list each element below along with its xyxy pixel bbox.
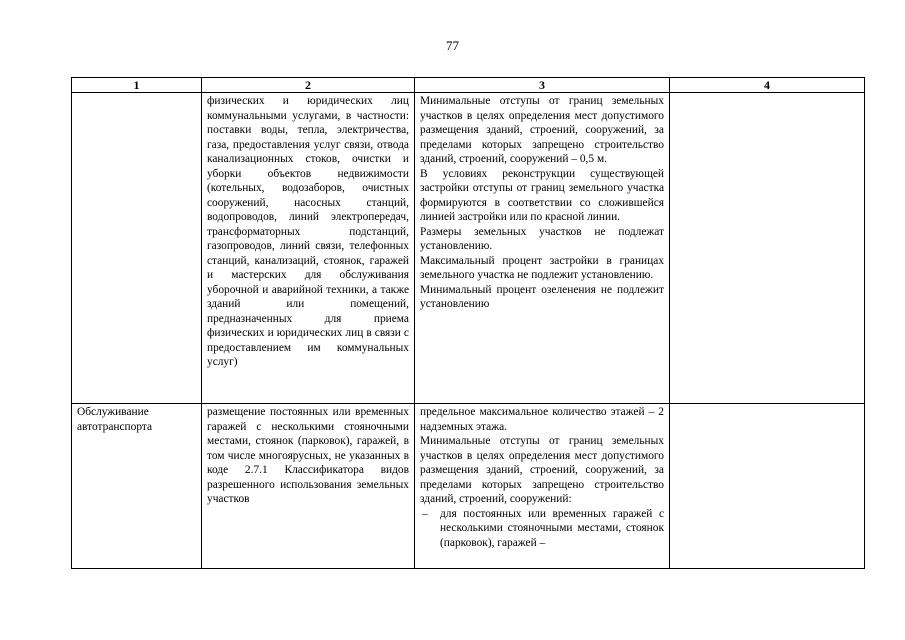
- row1-param-paragraph: Максимальный процент застройки в границах земельного участка не подлежит установлению.: [420, 254, 664, 281]
- regulations-table: [71, 77, 865, 569]
- list-item: – для постоянных или временных гаражей с несколькими стояночными местами, стоянок (парковок), гаражей –: [420, 507, 664, 551]
- header-col-2: 2: [202, 78, 415, 93]
- row1-parameters-cell: [415, 93, 670, 404]
- table-header-row: [72, 78, 865, 93]
- header-col-1: 1: [72, 78, 202, 93]
- table-row: [72, 93, 865, 404]
- row1-use-description: физических и юридических лиц коммунальными услугами, в частности: поставки воды, тепла, электричества, газа, предоставления услуг связи, отвода канализационных стоков, очистки и уборки объектов недвижимости (котельных, водозаборов, очистных сооружений, насосных станций, водопроводов, линий электропередач, трансформаторных подстанций, газопроводов, линий связи, телефонных станций, канализаций, стоянок, гаражей и мастерских для обслуживания уборочной и аварийной техники, а также зданий или помещений, предназначенных для приема физических и юридических лиц в связи с предоставлением им коммунальных услуг): [202, 93, 415, 404]
- row1-col1-cell: [72, 93, 202, 404]
- row2-col4-cell: [670, 404, 865, 569]
- row2-param-paragraph: Минимальные отступы от границ земельных участков в целях определения мест допустимого размещения зданий, строений, сооружений, за пределами которых запрещено строительство зданий, строений, сооружений:: [420, 435, 664, 505]
- row2-param-list: [420, 507, 664, 551]
- row2-parameters-cell: [415, 404, 670, 569]
- row1-param-paragraph: Размеры земельных участков не подлежат установлению.: [420, 225, 664, 252]
- row1-param-paragraph: В условиях реконструкции существующей застройки отступы от границ земельного участка формируются в соответствии со сложившейся линией застройки или по красной линии.: [420, 167, 664, 223]
- row2-use-name: Обслуживание автотранспорта: [72, 404, 202, 569]
- header-col-3: 3: [415, 78, 670, 93]
- row1-col4-cell: [670, 93, 865, 404]
- row2-param-paragraph: предельное максимальное количество этажей – 2 надземных этажа.: [420, 406, 664, 433]
- header-col-4: 4: [670, 78, 865, 93]
- row1-param-paragraph: Минимальный процент озеленения не подлежит установлению: [420, 283, 664, 310]
- row1-param-paragraph: Минимальные отступы от границ земельных участков в целях определения мест допустимого размещения зданий, строений, сооружений, за пределами которых запрещено строительство зданий, строений, сооружений – 0,5 м.: [420, 95, 664, 165]
- row2-use-description: размещение постоянных или временных гаражей с несколькими стояночными местами, стоянок (парковок), гаражей, в том числе многоярусных, не указанных в коде 2.7.1 Классификатора видов разрешенного использования земельных участков: [202, 404, 415, 569]
- table-row: [72, 404, 865, 569]
- page-number: 77: [446, 38, 459, 53]
